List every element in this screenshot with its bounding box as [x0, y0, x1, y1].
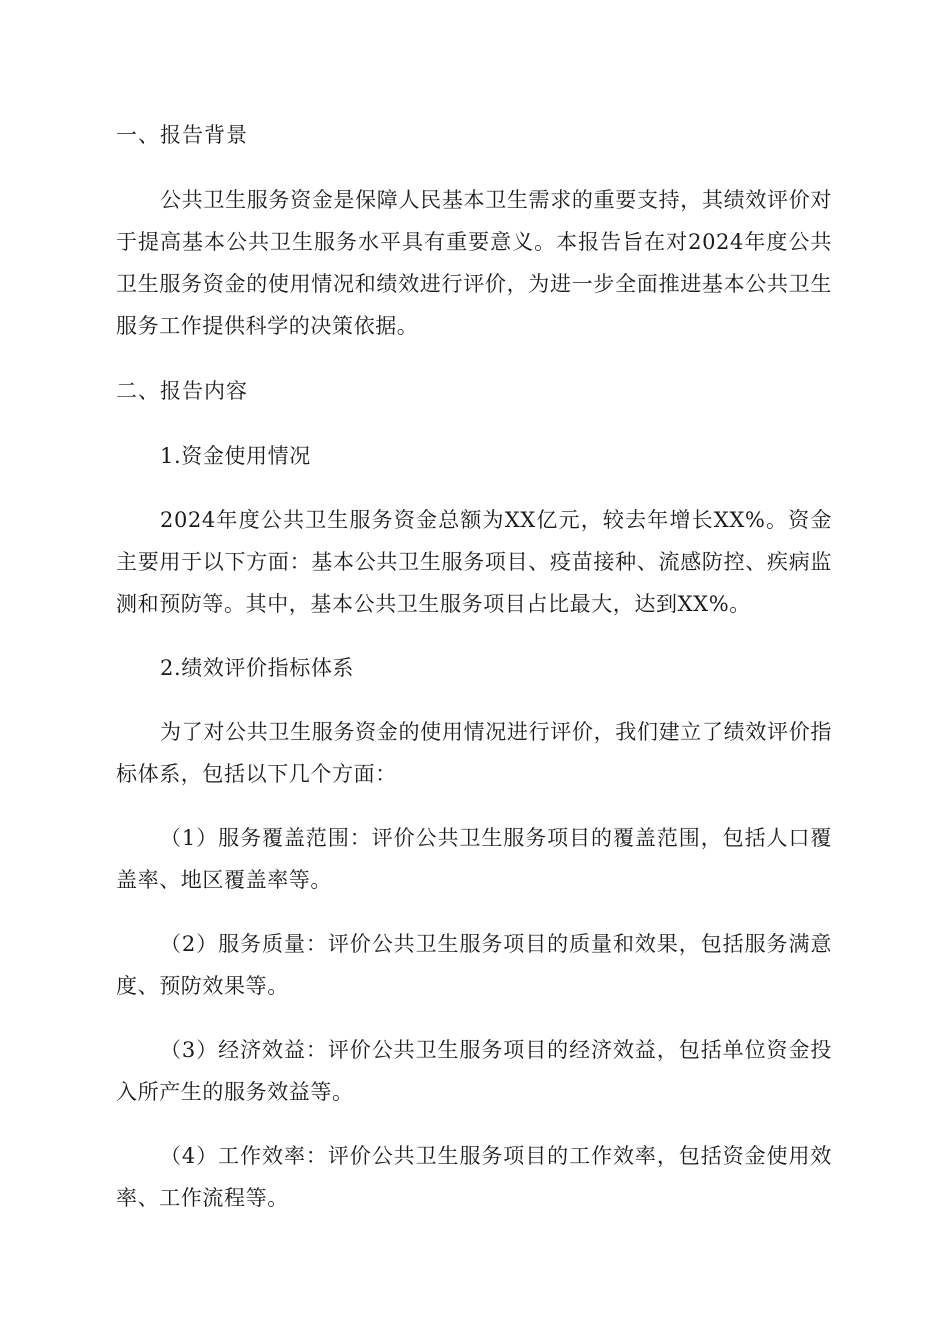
indicator-item-efficiency: （4）工作效率：评价公共卫生服务项目的工作效率，包括资金使用效率、工作流程等。 [116, 1144, 832, 1210]
fund-usage-paragraph: 2024年度公共卫生服务资金总额为XX亿元，较去年增长XX%。资金主要用于以下方面：基本公共卫生服务项目、疫苗接种、流感防控、疾病监测和预防等。其中，基本公共卫生服务项目占比最大，达到XX%。 [116, 508, 832, 616]
indicator-item-quality: （2）服务质量：评价公共卫生服务项目的质量和效果，包括服务满意度、预防效果等。 [116, 932, 832, 998]
section-heading-content: 二、报告内容 [116, 379, 248, 403]
subheading-indicator-system: 2.绩效评价指标体系 [160, 656, 355, 680]
indicator-item-economic: （3）经济效益：评价公共卫生服务项目的经济效益，包括单位资金投入所产生的服务效益等。 [116, 1038, 832, 1104]
subheading-fund-usage: 1.资金使用情况 [160, 444, 311, 468]
indicator-system-paragraph: 为了对公共卫生服务资金的使用情况进行评价，我们建立了绩效评价指标体系，包括以下几个方面： [116, 720, 832, 786]
indicator-item-coverage: （1）服务覆盖范围：评价公共卫生服务项目的覆盖范围，包括人口覆盖率、地区覆盖率等。 [116, 826, 832, 892]
document-page [116, 113, 832, 1241]
background-paragraph: 公共卫生服务资金是保障人民基本卫生需求的重要支持，其绩效评价对于提高基本公共卫生服务水平具有重要意义。本报告旨在对2024年度公共卫生服务资金的使用情况和绩效进行评价，为进一步全面推进基本公共卫生服务工作提供科学的决策依据。 [116, 188, 832, 338]
section-heading-background: 一、报告背景 [116, 123, 248, 147]
